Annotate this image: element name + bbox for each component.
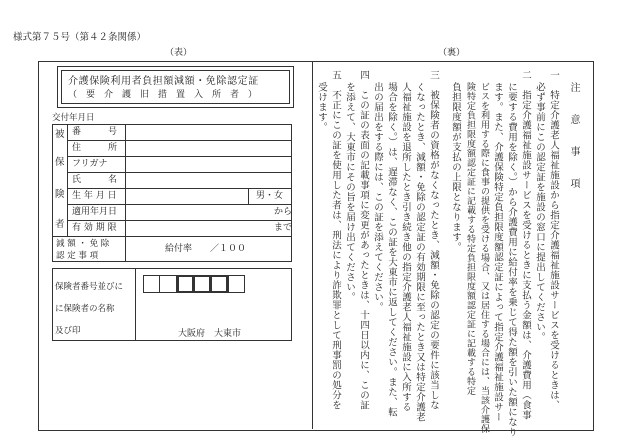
note-line-15: を添えて、大東市にその旨を届け出てください。: [344, 82, 355, 302]
insurer-divider: [135, 268, 136, 341]
insurer-number-box-2: [159, 275, 177, 293]
note-line-13: 出の届出をする際には、この証を添えてください。: [372, 82, 383, 312]
insurer-name: 大阪府 大東市: [178, 329, 242, 339]
certificate-subtitle: （ 要 介 護 旧 措 置 入 所 者 ）: [68, 90, 258, 100]
note-line-8: 負担限度額が支払の上限となります。: [450, 82, 461, 252]
note-line-3: 二 指定介護福祉施設サービスを受けるときに支払う金額は、介護費用（食事: [520, 70, 531, 420]
insurer-number-box-4: [193, 275, 211, 293]
until-text: まで: [274, 223, 293, 233]
reduction-label-line1: 減 額 ・ 免 除: [56, 239, 110, 249]
row-line-2: [67, 156, 292, 157]
row-line-3: [67, 172, 292, 173]
label-col-divider: [125, 124, 126, 262]
side-label-3: 険: [55, 189, 65, 200]
birthdate-label: 生 年 月 日: [72, 191, 117, 201]
row-line-4: [67, 188, 292, 189]
name-label: 氏 名: [72, 175, 118, 185]
note-line-9: 三 被保険者の資格がなくなったとき、減額・免除の認定の要件に該当しな: [428, 70, 439, 410]
row-line-6: [67, 220, 292, 221]
insurer-number-box-6: [228, 275, 245, 293]
note-line-2: 必ず事前にこの認定証を施設の窓口に提出してください。: [534, 82, 545, 342]
note-line-12: 場合を除く。）は、遅滞なく、この証を大東市に返してください。また、転: [386, 82, 397, 418]
side-label-4: 者: [55, 219, 65, 230]
note-line-11: 人福祉施設を退所したとき引き続き他の指定介護老人福祉施設に入所する: [400, 82, 411, 412]
address-label: 住 所: [72, 143, 118, 153]
note-line-14: 四 この証の表面の記載事項に変更があったときは、十四日以内に、この証: [358, 70, 369, 410]
note-line-7: 険特定負担限度額認定証に記載する特定負担限度額認定証に記載する特定: [465, 82, 475, 396]
notes-title: 注 意 事 項: [568, 82, 579, 194]
from-text: から: [274, 207, 293, 217]
insurer-label-line2: に保険者の名称: [55, 304, 115, 314]
sex-divider: [248, 188, 249, 204]
form-number: 様式第７５号（第４２条関係）: [13, 32, 147, 43]
note-line-5: ます。また、介護保険特定負担限度額認定証によって指定介護福祉施設サー: [492, 82, 503, 422]
certificate-title: 介護保険利用者負担額減額・免除認定証: [68, 76, 259, 87]
rate-text: 給付率 ／１００: [165, 244, 247, 254]
sex-value: 男・女: [256, 191, 284, 201]
furigana-label: フリガナ: [72, 159, 108, 169]
insurer-label-line3: 及び印: [55, 326, 81, 336]
note-line-1: 一 特定介護老人福祉施設から指定介護福祉施設サービスを受けるときは、: [548, 70, 559, 410]
insurer-number-box-5: [210, 275, 228, 293]
side-label-2: 保: [55, 157, 65, 168]
insurer-number-box-3: [177, 275, 194, 293]
insurer-number-box-1: [143, 275, 160, 293]
certificate-title-box: [57, 66, 294, 108]
back-label: （裏）: [438, 48, 466, 58]
note-line-6: ビスを利用する際に食事の提供を受ける場合、又は居住する場合には、当該介護保: [479, 82, 489, 434]
note-line-16: 五 不正にこの証を使用した者は、刑法により詐欺罪として刑事罰の処分を: [330, 70, 341, 410]
row-line-1: [67, 140, 292, 141]
insurer-label-line1: 保険者番号並びに: [55, 282, 124, 292]
number-label: 番 号: [72, 127, 118, 137]
issue-date-label: 交付年月日: [52, 113, 95, 123]
start-date-label: 適用年月日: [72, 207, 118, 217]
note-line-4: に要する費用を除く。）から介護費用に給付率を乗じて得た額を引いた額になり: [506, 82, 517, 438]
side-label-1: 被: [55, 129, 65, 140]
reduction-label-line2: 認 定 事 項: [56, 251, 99, 261]
note-line-17: 受けます。: [316, 82, 327, 132]
expiry-label: 有 効 期 限: [72, 223, 117, 233]
row-line-7: [52, 236, 292, 237]
row-line-5: [67, 204, 292, 205]
note-line-10: くなったとき、減額・免除の認定証の有効期限に至ったとき又は特定介護老: [414, 82, 425, 422]
front-label: （表）: [165, 48, 193, 58]
fold-line: [312, 61, 313, 429]
